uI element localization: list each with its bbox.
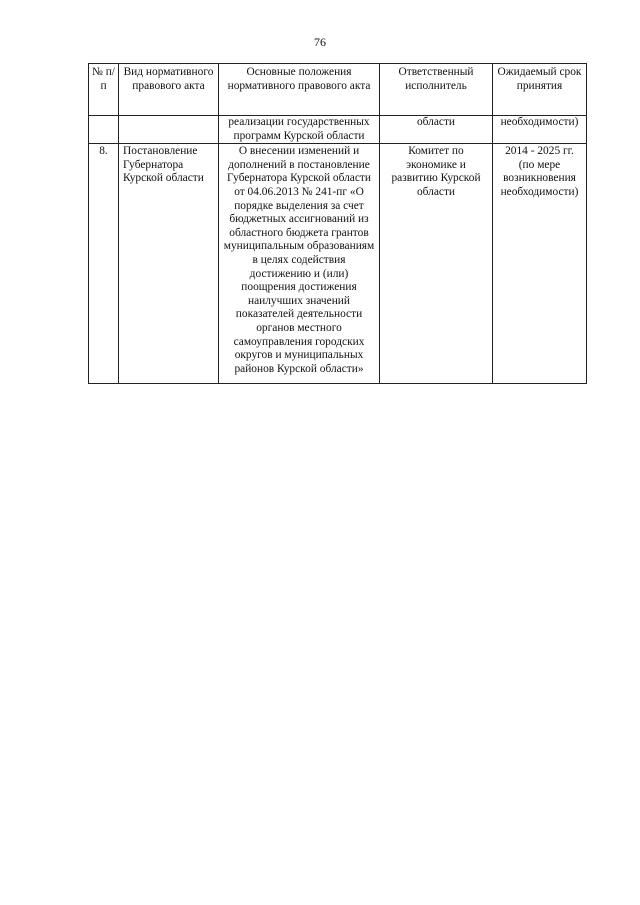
cell-number <box>89 116 119 144</box>
cell-executor: Комитет по экономике и развитию Курской области <box>380 144 493 384</box>
cell-deadline: 2014 - 2025 гг. (по мере возникновения необходимости) <box>493 144 587 384</box>
header-executor: Ответственный исполнитель <box>380 64 493 116</box>
header-deadline: Ожидаемый срок принятия <box>493 64 587 116</box>
regulatory-acts-table <box>88 63 587 384</box>
table-row-8 <box>89 144 587 384</box>
cell-act-type: Постановление Губернатора Курской области <box>119 144 219 384</box>
cell-provisions: реализации государственных программ Курской области <box>219 116 380 144</box>
table-header-row <box>89 64 587 116</box>
table-row-continuation <box>89 116 587 144</box>
header-provisions: Основные положения нормативного правового акта <box>219 64 380 116</box>
cell-executor: области <box>380 116 493 144</box>
page-number: 76 <box>314 35 326 49</box>
cell-provisions: О внесении изменений и дополнений в постановление Губернатора Курской области от 04.06.2013 № 241-пг «О порядке выделения за счет бюджетных ассигнований из областного бюджета грантов муниципальным образованиям в целях содействия достижению и (или) поощрения достижения наилучших значений показателей деятельности органов местного самоуправления городских округов и муниципальных районов Курской области» <box>219 144 380 384</box>
header-act-type: Вид нормативного правового акта <box>119 64 219 116</box>
cell-deadline: необходимости) <box>493 116 587 144</box>
cell-act-type <box>119 116 219 144</box>
cell-number: 8. <box>89 144 119 384</box>
header-number: № п/п <box>89 64 119 116</box>
